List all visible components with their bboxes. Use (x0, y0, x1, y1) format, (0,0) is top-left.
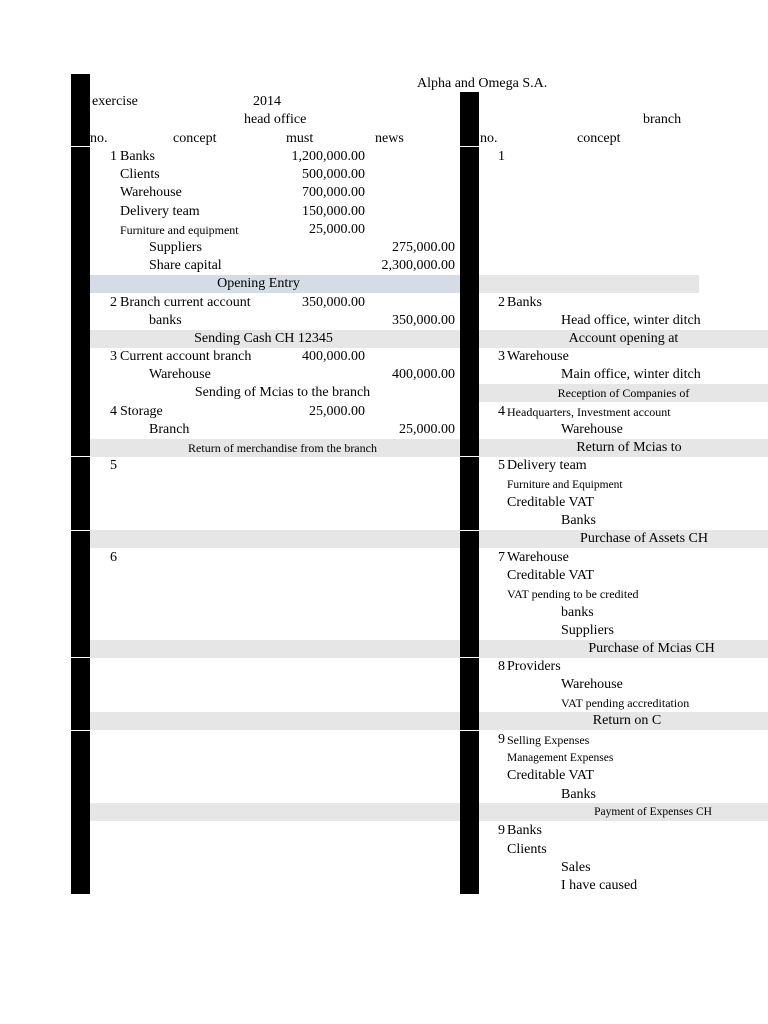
ho-row-no: 1 (110, 149, 117, 164)
ho-row-must: 25,000.00 (309, 404, 365, 419)
br-entry-caption: Reception of Companies of (557, 386, 690, 400)
ho-row-no: 3 (110, 349, 117, 364)
ho-row-news: 275,000.00 (392, 240, 455, 255)
br-row-concept: Head office, winter ditch (561, 313, 701, 328)
ho-row-no: 5 (110, 458, 117, 473)
br-row-concept: Delivery team (507, 458, 587, 473)
band-head-5 (90, 530, 460, 548)
br-row-no: 9 (498, 732, 505, 747)
br-entry-caption: Account opening at (568, 331, 679, 346)
br-row-concept: Warehouse (561, 422, 623, 437)
br-row-no: 4 (498, 404, 505, 419)
ho-row-concept: Branch current account (120, 295, 251, 310)
ho-row-must: 400,000.00 (302, 349, 365, 364)
company-name: Alpha and Omega S.A. (417, 76, 548, 91)
exercise-label: exercise (92, 94, 138, 109)
br-entry-caption: Payment of Expenses CH (594, 806, 712, 818)
band-head-8 (90, 803, 460, 821)
ho-row-concept: Suppliers (149, 240, 202, 255)
br-row-concept: Suppliers (561, 623, 614, 638)
br-row-concept: Main office, winter ditch (561, 367, 701, 382)
br-row-concept: Clients (507, 842, 547, 857)
br-row-concept: Banks (507, 823, 542, 838)
ho-row-must: 1,200,000.00 (291, 149, 365, 164)
ho-header-must: must (286, 131, 314, 146)
ho-row-no: 6 (110, 550, 117, 565)
ho-row-news: 350,000.00 (392, 313, 455, 328)
br-row-concept: Warehouse (507, 349, 569, 364)
br-row-concept: Providers (507, 659, 561, 674)
ho-row-concept: Current account branch (120, 349, 252, 364)
ho-row-must: 700,000.00 (302, 185, 365, 200)
br-row-concept: Sales (561, 860, 591, 875)
ho-row-concept: banks (149, 313, 182, 328)
br-header-concept: concept (577, 131, 621, 146)
br-row-concept: Creditable VAT (507, 495, 594, 510)
band-head-7 (90, 712, 460, 730)
br-row-concept: VAT pending accreditation (561, 696, 690, 710)
br-row-no: 8 (498, 659, 505, 674)
br-entry-caption: Return of Mcias to (576, 440, 682, 455)
ho-entry-caption: Return of merchandise from the branch (188, 441, 377, 455)
ho-entry-caption: Opening Entry (217, 276, 300, 291)
br-entry-caption: Return on C (592, 713, 662, 728)
band-branch-opening (479, 275, 699, 293)
ho-header-concept: concept (173, 131, 217, 146)
ho-row-concept: Branch (149, 422, 190, 437)
br-row-concept: Selling Expenses (507, 733, 590, 747)
ho-row-concept: Clients (120, 167, 160, 182)
br-header-no: no. (480, 131, 498, 146)
br-row-concept: Furniture and Equipment (507, 479, 623, 491)
br-row-concept: VAT pending to be credited (507, 587, 639, 601)
br-row-no: 5 (498, 458, 505, 473)
br-row-concept: Creditable VAT (507, 768, 594, 783)
left-margin-bar (71, 74, 90, 894)
ho-entry-caption: Sending of Mcias to the branch (194, 385, 371, 400)
ho-row-concept: Warehouse (149, 367, 211, 382)
ho-row-no: 2 (110, 295, 117, 310)
middle-divider-bar (460, 92, 479, 894)
ho-row-must: 350,000.00 (302, 295, 365, 310)
br-row-concept: Banks (561, 787, 596, 802)
ho-row-news: 2,300,000.00 (381, 258, 455, 273)
ho-row-concept: Banks (120, 149, 155, 164)
ho-row-concept: Warehouse (120, 185, 182, 200)
ho-header-no: no. (90, 131, 108, 146)
ho-entry-caption: Sending Cash CH 12345 (194, 331, 333, 346)
br-row-concept: Warehouse (507, 550, 569, 565)
br-row-concept: Banks (507, 295, 542, 310)
ho-row-concept: Delivery team (120, 204, 200, 219)
ho-row-must: 150,000.00 (302, 204, 365, 219)
ho-row-no: 4 (110, 404, 117, 419)
br-row-concept: Creditable VAT (507, 568, 594, 583)
ho-row-must: 25,000.00 (309, 222, 365, 237)
ho-row-concept: Storage (120, 404, 163, 419)
br-entry-caption: Purchase of Assets CH (580, 531, 708, 546)
br-row-concept: Banks (561, 513, 596, 528)
br-row-concept: Headquarters, Investment account (507, 405, 671, 419)
br-row-concept: Warehouse (561, 677, 623, 692)
ho-row-concept: Furniture and equipment (120, 223, 239, 237)
br-row-no: 1 (498, 149, 505, 164)
ho-row-concept: Share capital (149, 258, 222, 273)
br-row-no: 7 (498, 550, 505, 565)
br-row-concept: I have caused (561, 878, 638, 893)
ho-row-news: 400,000.00 (392, 367, 455, 382)
br-row-concept: Management Expenses (507, 752, 614, 764)
br-row-no: 2 (498, 295, 505, 310)
exercise-year: 2014 (253, 94, 281, 109)
br-row-no: 9 (498, 823, 505, 838)
br-row-no: 3 (498, 349, 505, 364)
ho-row-must: 500,000.00 (302, 167, 365, 182)
ho-header-news: news (375, 131, 404, 146)
head-office-title: head office (244, 112, 307, 127)
ho-row-news: 25,000.00 (399, 422, 455, 437)
branch-title: branch (643, 112, 682, 127)
br-row-concept: banks (561, 605, 594, 620)
band-head-6 (90, 640, 460, 658)
br-entry-caption: Purchase of Mcias CH (588, 641, 715, 656)
